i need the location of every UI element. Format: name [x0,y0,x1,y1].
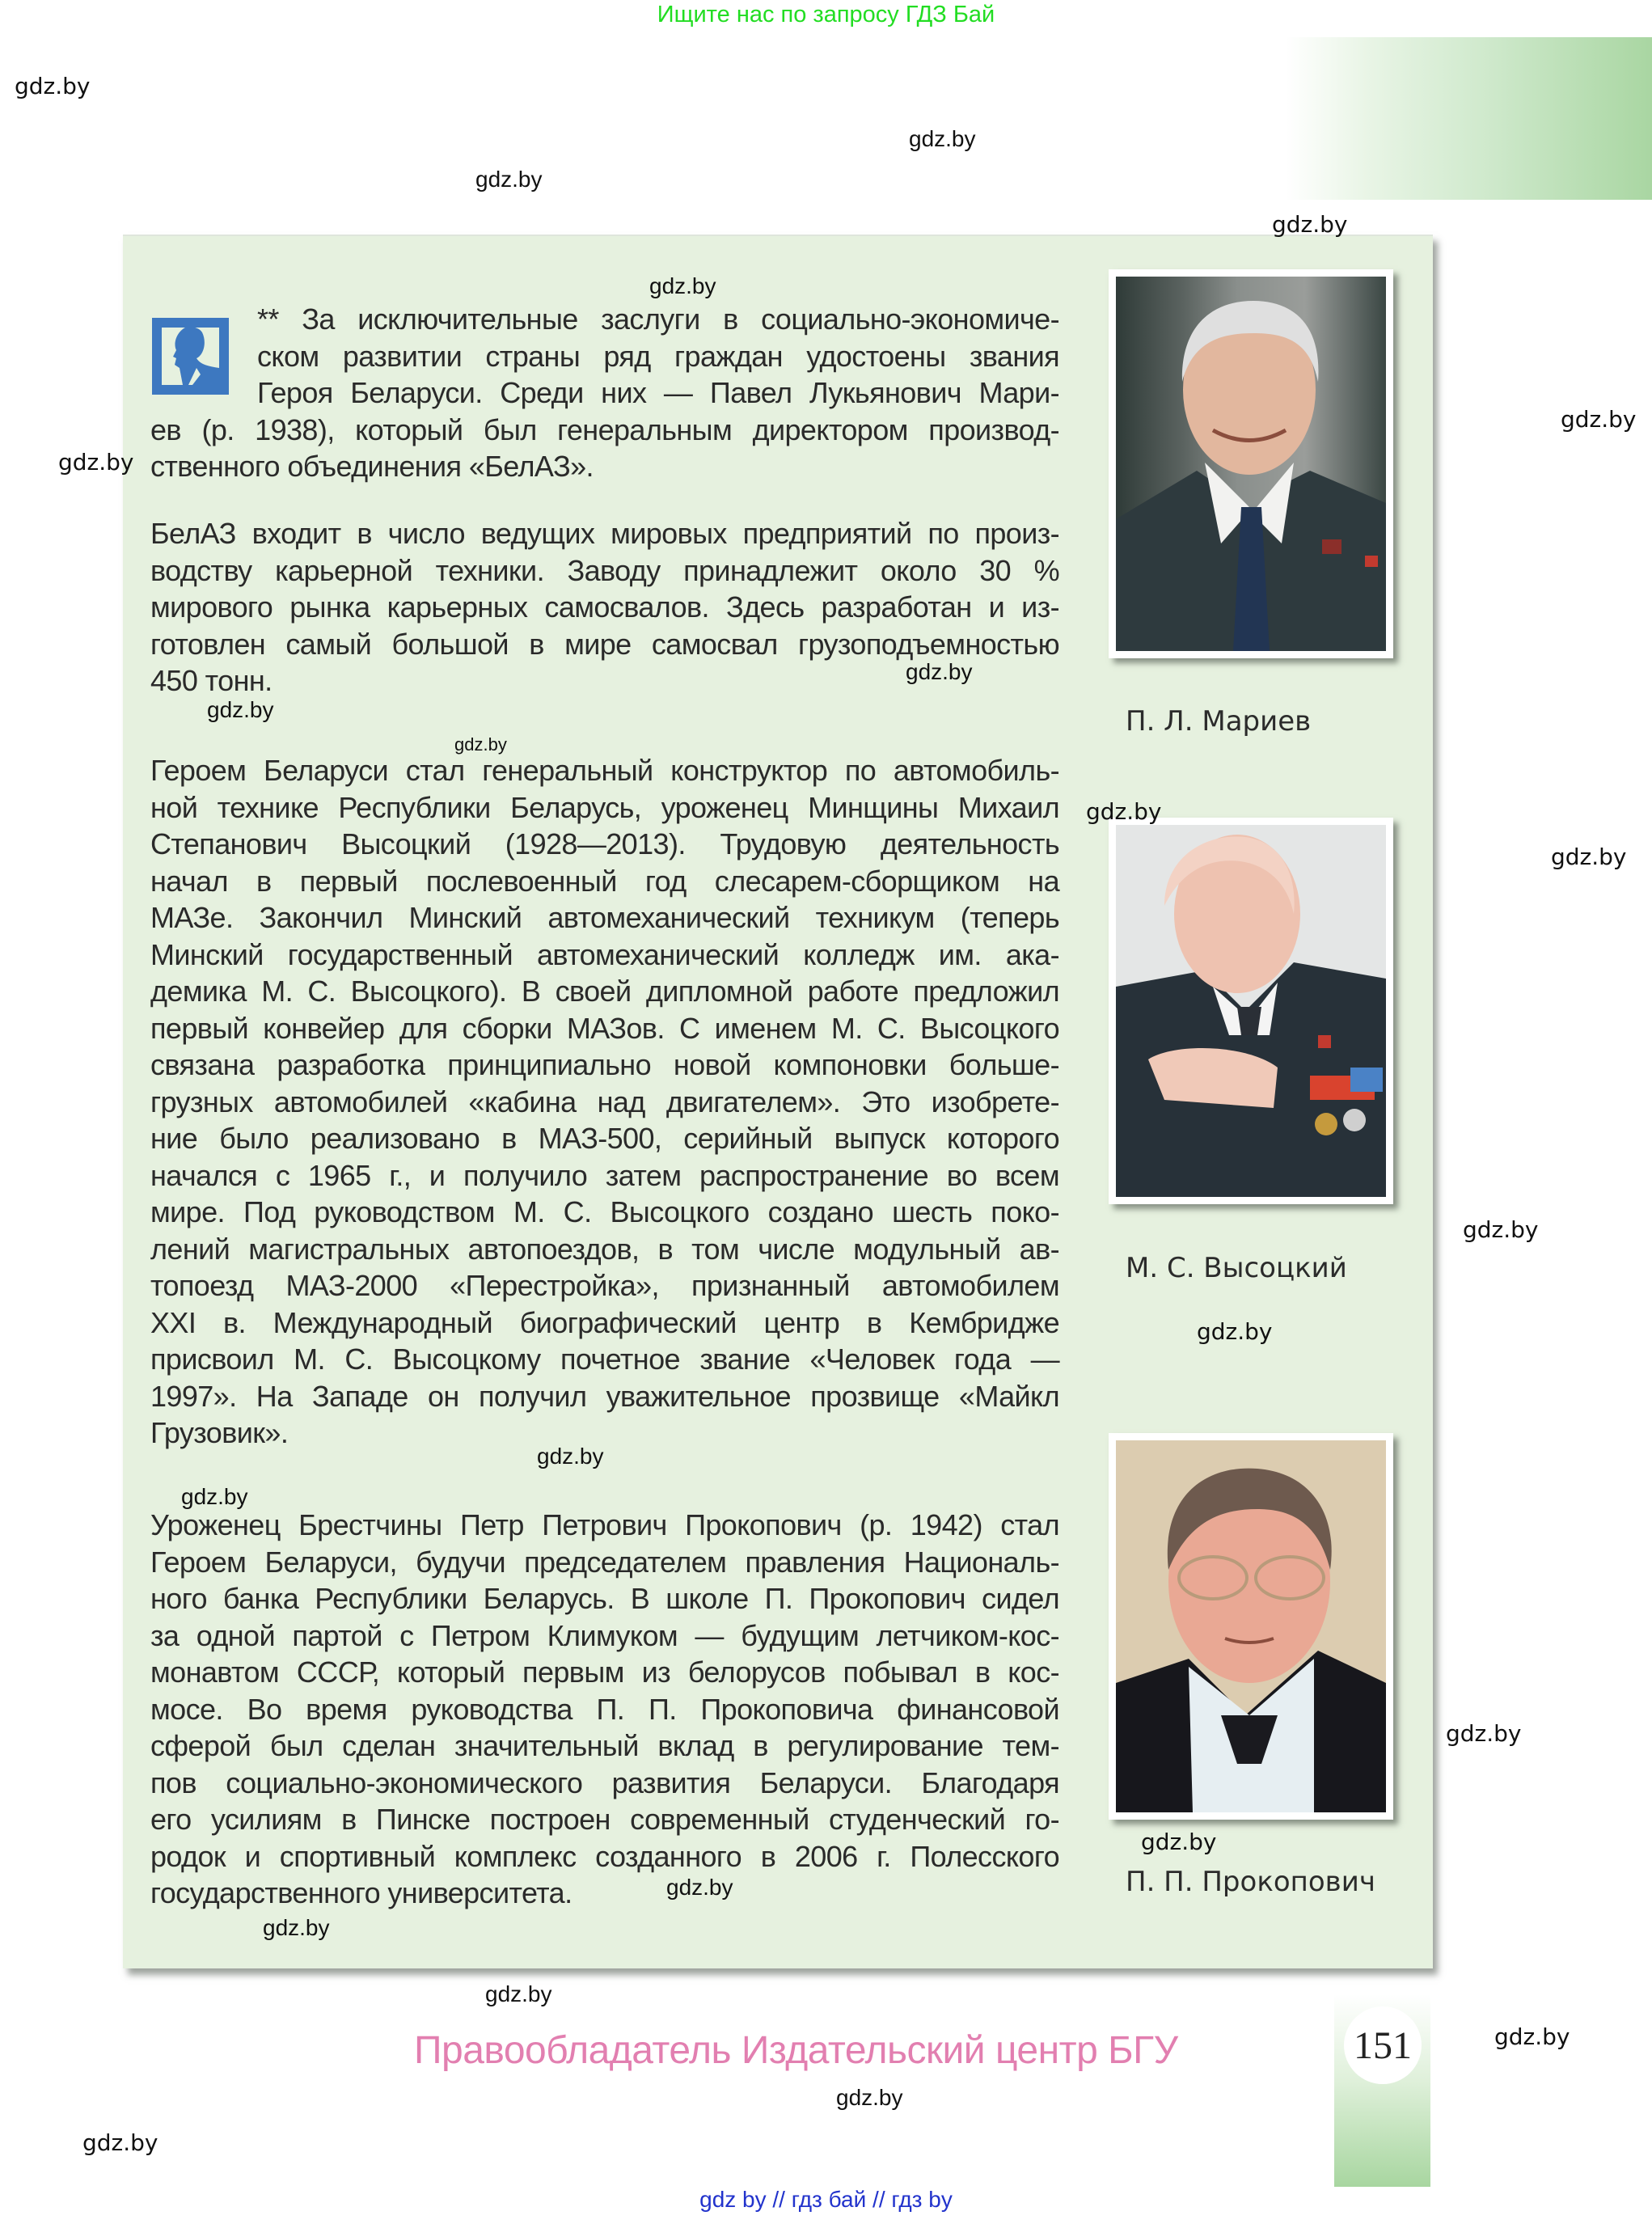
corner-decoration [1286,37,1652,200]
watermark: gdz.by [1551,844,1627,870]
text-line: родок и спортивный комплекс созданного в 2006 г. Полесского [150,1839,1059,1873]
watermark: gdz.by [1463,1216,1539,1243]
text-line: ственного объединения «БелАЗ». [150,450,594,483]
text-line: грузных автомобилей «кабина над двигателем». Это изобрете- [150,1085,1059,1118]
text-line: ** За исключительные заслуги в социально-экономиче- [257,302,1059,336]
text-line: мосе. Во время руководства П. П. Прокоповича финансовой [150,1692,1059,1726]
text-line: ние было реализовано в МАЗ-500, серийный выпуск которого [150,1122,1059,1155]
text-line: 1997». На Западе он получил уважительное прозвище «Майкл [150,1379,1059,1413]
text-line: БелАЗ входит в число ведущих мировых предприятий по произ- [150,517,1059,550]
text-line: Уроженец Брестчины Петр Петрович Прокопович (р. 1942) стал [150,1508,1059,1541]
text-line: присвоил М. С. Высоцкому почетное звание «Человек года — [150,1342,1059,1376]
watermark: gdz.by [58,449,134,476]
watermark: gdz.by [207,697,274,722]
text-line: демика М. С. Высоцкого). В своей дипломной работе предложил [150,975,1059,1008]
text-line: Героем Беларуси стал генеральный конструктор по автомобиль- [150,754,1059,787]
search-banner: Ищите нас по запросу ГДЗ Бай [657,2,995,27]
text-line: МАЗе. Закончил Минский автомеханический техникум (теперь [150,901,1059,934]
text-line: мире. Под руководством М. С. Высоцкого создано шесть поко- [150,1195,1059,1228]
caption-mariev: П. Л. Мариев [1126,705,1312,738]
intro-paragraph [150,301,1059,485]
watermark: gdz.by [181,1484,248,1509]
text-line: Минский государственный автомеханический колледж им. ака- [150,937,1059,971]
text-line: за одной партой с Петром Климуком — будущим летчиком-кос- [150,1618,1059,1652]
text-line: ском развитии страны ряд граждан удостоены звания [257,339,1059,373]
watermark: gdz.by [1446,1720,1522,1747]
text-line: государственного университета. [150,1876,572,1909]
text-line: первый конвейер для сборки МАЗов. С именем М. С. Высоцкого [150,1011,1059,1045]
text-line: ного банка Республики Беларусь. В школе П. Прокопович сидел [150,1582,1059,1615]
text-line: ной технике Республики Беларусь, уроженец Минщины Михаил [150,790,1059,824]
watermark: gdz.by [909,126,976,151]
text-line: Героя Беларуси. Среди них — Павел Лукьянович Мари- [257,376,1059,409]
text-line: топоезд МАЗ-2000 «Перестройка», признанный автомобилем [150,1269,1059,1302]
watermark: gdz.by [1197,1318,1273,1345]
caption-prokopovich: П. П. Прокопович [1126,1866,1375,1898]
watermark: gdz.by [1086,798,1162,825]
text-line: монавтом СССР, который первым из белорусов побывал в кос- [150,1655,1059,1689]
rights-holder-text: Правообладатель Издательский центр БГУ [414,2029,1178,2072]
bottom-links[interactable]: gdz by // гдз бай // гдз by [699,2187,953,2212]
text-line: начался с 1965 г., и получило затем распространение во всем [150,1158,1059,1192]
watermark: gdz.by [1272,211,1348,238]
watermark: gdz.by [475,167,543,192]
text-line: связана разработка принципиально новой компоновки больше- [150,1048,1059,1081]
text-line: 450 тонн. [150,664,273,697]
text-line: мирового рынка карьерных самосвалов. Здесь разработан и из- [150,590,1059,624]
portrait-mariev [1109,269,1393,658]
vysotsky-paragraph [150,752,1059,1452]
page-number-tab [1334,1994,1430,2187]
watermark: gdz.by [1141,1829,1217,1855]
watermark: gdz.by [82,2129,158,2156]
text-line: готовлен самый большой в мире самосвал грузоподъемностью [150,627,1059,661]
caption-vysotsky: М. С. Высоцкий [1126,1252,1347,1284]
watermark: gdz.by [15,73,91,99]
watermark: gdz.by [485,1981,552,2006]
watermark: gdz.by [263,1915,330,1940]
text-line: Героем Беларуси, будучи председателем правления Националь- [150,1545,1059,1579]
watermark: gdz.by [666,1875,733,1900]
watermark: gdz.by [537,1444,604,1469]
portrait-prokopovich [1109,1433,1393,1820]
watermark: gdz.by [1494,2023,1570,2050]
watermark: gdz.by [454,734,507,755]
text-line: лений магистральных автопоездов, в том числе модульный ав- [150,1232,1059,1266]
portrait-vysotsky [1109,818,1393,1204]
portrait-image [1116,1440,1386,1812]
watermark: gdz.by [649,273,716,298]
text-line: водству карьерной техники. Заводу принадлежит около 30 % [150,553,1059,587]
portrait-image [1116,825,1386,1197]
prokopovich-paragraph [150,1507,1059,1912]
text-line: Степанович Высоцкий (1928—2013). Трудовую деятельность [150,827,1059,860]
text-line: ев (р. 1938), который был генеральным директором производ- [150,412,1059,446]
text-line: Грузовик». [150,1416,289,1449]
text-line: начал в первый послевоенный год слесарем-сборщиком на [150,864,1059,898]
portrait-image [1116,277,1386,651]
text-line: его усилиям в Пинске построен современный студенческий го- [150,1803,1059,1836]
watermark: gdz.by [906,659,973,684]
text-line: XXI в. Международный биографический центр в Кембридже [150,1305,1059,1339]
text-line: пов социально-экономического развития Беларуси. Благодаря [150,1765,1059,1799]
watermark: gdz.by [836,2085,903,2110]
text-line: сферой был сделан значительный вклад в регулирование тем- [150,1729,1059,1762]
page-number: 151 [1344,2006,1422,2084]
watermark: gdz.by [1561,406,1637,433]
